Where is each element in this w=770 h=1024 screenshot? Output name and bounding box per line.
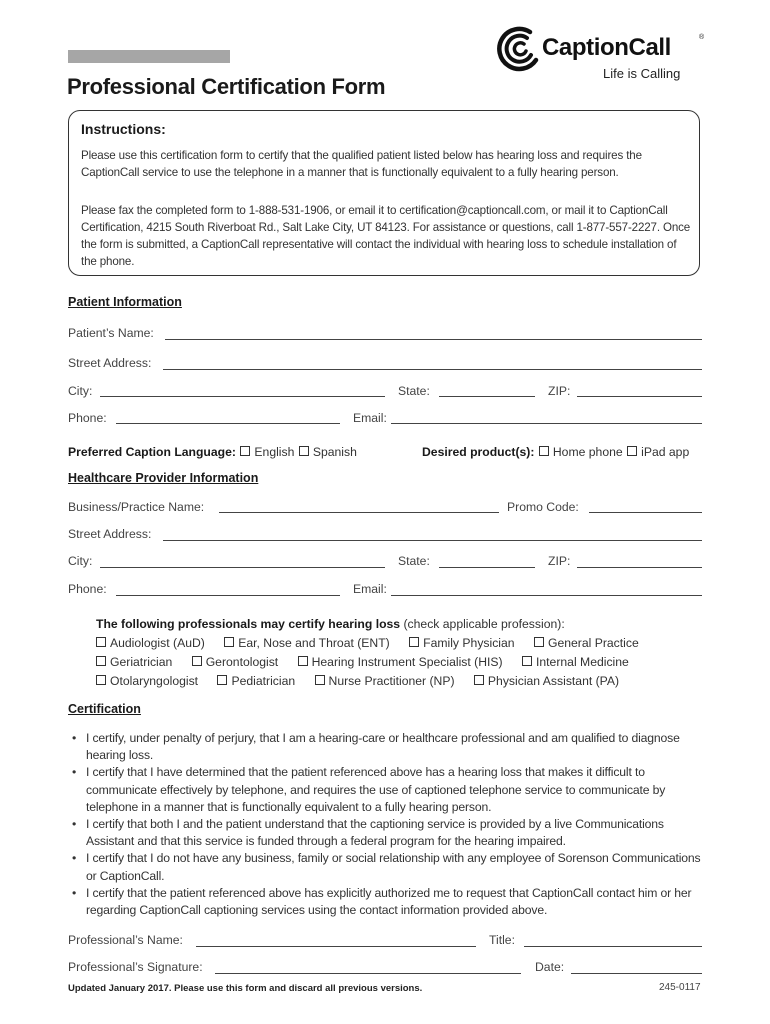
- business-name-label: Business/Practice Name:: [68, 500, 205, 514]
- profession-gerontologist-checkbox[interactable]: Gerontologist: [192, 655, 279, 669]
- product-home-phone-checkbox[interactable]: Home phone: [539, 445, 623, 459]
- profession-family-physician-checkbox[interactable]: Family Physician: [409, 636, 514, 650]
- profession-pediatrician-checkbox[interactable]: Pediatrician: [217, 674, 295, 688]
- language-spanish-checkbox[interactable]: Spanish: [299, 445, 357, 459]
- promo-code-field[interactable]: [589, 512, 702, 513]
- patient-name-label: Patient’s Name:: [68, 326, 154, 340]
- captioncall-logo-mark-icon: [496, 22, 544, 74]
- profession-row-3: [96, 674, 635, 688]
- patient-city-field[interactable]: [100, 396, 385, 397]
- certification-section-heading: Certification: [68, 702, 141, 716]
- provider-zip-label: ZIP:: [548, 554, 571, 568]
- provider-zip-field[interactable]: [577, 567, 702, 568]
- desired-product-group: [422, 443, 689, 461]
- footer-note: Updated January 2017. Please use this form and discard all previous versions.: [68, 983, 423, 994]
- profession-general-practice-checkbox[interactable]: General Practice: [534, 636, 639, 650]
- patient-name-field[interactable]: [165, 339, 702, 340]
- registered-mark: ®: [699, 34, 705, 41]
- captioncall-logo: [496, 22, 711, 84]
- language-english-checkbox[interactable]: English: [240, 445, 294, 459]
- signature-field[interactable]: [215, 973, 521, 974]
- provider-section-heading: Healthcare Provider Information: [68, 471, 259, 485]
- patient-state-label: State:: [398, 384, 430, 398]
- provider-phone-field[interactable]: [116, 595, 340, 596]
- date-field[interactable]: [571, 973, 702, 974]
- profession-his-checkbox[interactable]: Hearing Instrument Specialist (HIS): [298, 655, 503, 669]
- profession-audiologist-checkbox[interactable]: Audiologist (AuD): [96, 636, 205, 650]
- business-name-field[interactable]: [219, 512, 499, 513]
- provider-street-field[interactable]: [163, 540, 702, 541]
- product-ipad-app-checkbox[interactable]: iPad app: [627, 445, 689, 459]
- profession-otolaryngologist-checkbox[interactable]: Otolaryngologist: [96, 674, 198, 688]
- profession-row-1: [96, 636, 655, 650]
- provider-city-field[interactable]: [100, 567, 385, 568]
- patient-email-field[interactable]: [391, 423, 702, 424]
- profession-pa-checkbox[interactable]: Physician Assistant (PA): [474, 674, 619, 688]
- profession-np-checkbox[interactable]: Nurse Practitioner (NP): [315, 674, 455, 688]
- page-title: Professional Certification Form: [67, 74, 386, 99]
- logo-wordmark: CaptionCall: [542, 34, 671, 61]
- certification-item: • I certify that the patient referenced above has explicitly authorized me to request that CaptionCall contact him or her regarding CaptionCall captioning services using the contact information provided above.: [72, 885, 712, 919]
- form-id-bar: [68, 50, 230, 63]
- professional-title-label: Title:: [489, 933, 515, 947]
- provider-street-label: Street Address:: [68, 527, 152, 541]
- caption-language-label: Preferred Caption Language:: [68, 445, 236, 459]
- certification-item: • I certify that I have determined that the patient referenced above has a hearing loss that makes it difficult to communicate effectively by telephone, and requires the use of captioned telephone service to communicate by telephone in a manner that is functionally equivalent to a fully hearing person.: [72, 764, 712, 816]
- provider-email-field[interactable]: [391, 595, 702, 596]
- patient-phone-field[interactable]: [116, 423, 340, 424]
- signature-label: Professional’s Signature:: [68, 960, 203, 974]
- provider-email-label: Email:: [353, 582, 387, 596]
- instructions-paragraph-1: Please use this certification form to certify that the qualified patient listed below has hearing loss and requires the CaptionCall service to use the telephone in a manner that is functionally equivalent to a fully hearing person.: [81, 149, 642, 179]
- patient-zip-field[interactable]: [577, 396, 702, 397]
- professional-name-field[interactable]: [196, 946, 476, 947]
- instructions-paragraph-2: Please fax the completed form to 1-888-531-1906, or email it to certification@captioncall.com, or mail it to CaptionCall Certification, 4215 South Riverboat Rd., Salt Lake City, UT 84123. For assistance or questions, call 1-877-557-2227. Once the form is submitted, a CaptionCall representative will contact the individual with hearing loss to schedule installation of the phone.: [81, 204, 691, 268]
- certification-item: • I certify that I do not have any business, family or social relationship with any employee of Sorenson Communications or CaptionCall.: [72, 850, 712, 884]
- certification-item: • I certify that both I and the patient understand that the captioning service is provided by a live Communications Assistant and that this service is funded through a federal program for the hearing impaired.: [72, 816, 712, 850]
- date-label: Date:: [535, 960, 565, 974]
- profession-row-2: [96, 655, 645, 669]
- patient-phone-label: Phone:: [68, 411, 107, 425]
- promo-code-label: Promo Code:: [507, 500, 579, 514]
- patient-state-field[interactable]: [439, 396, 535, 397]
- patient-section-heading: Patient Information: [68, 295, 182, 309]
- logo-tagline: Life is Calling: [603, 66, 681, 81]
- professions-intro-rest: (check applicable profession):: [400, 617, 565, 631]
- form-number: 245-0117: [659, 982, 701, 993]
- provider-city-label: City:: [68, 554, 93, 568]
- patient-zip-label: ZIP:: [548, 384, 571, 398]
- desired-product-label: Desired product(s):: [422, 445, 535, 459]
- profession-ent-checkbox[interactable]: Ear, Nose and Throat (ENT): [224, 636, 390, 650]
- profession-geriatrician-checkbox[interactable]: Geriatrician: [96, 655, 172, 669]
- patient-street-field[interactable]: [163, 369, 702, 370]
- patient-email-label: Email:: [353, 411, 387, 425]
- caption-language-group: [68, 443, 357, 461]
- certification-list: [72, 730, 712, 919]
- provider-state-field[interactable]: [439, 567, 535, 568]
- professions-intro: [96, 617, 565, 631]
- patient-street-label: Street Address:: [68, 356, 152, 370]
- instructions-heading: Instructions:: [81, 121, 166, 137]
- provider-state-label: State:: [398, 554, 430, 568]
- professional-title-field[interactable]: [524, 946, 702, 947]
- patient-city-label: City:: [68, 384, 93, 398]
- professional-name-label: Professional’s Name:: [68, 933, 183, 947]
- profession-internal-medicine-checkbox[interactable]: Internal Medicine: [522, 655, 629, 669]
- certification-item: • I certify, under penalty of perjury, that I am a hearing-care or healthcare professional and am qualified to diagnose hearing loss.: [72, 730, 712, 764]
- professions-intro-bold: The following professionals may certify hearing loss: [96, 617, 401, 631]
- provider-phone-label: Phone:: [68, 582, 107, 596]
